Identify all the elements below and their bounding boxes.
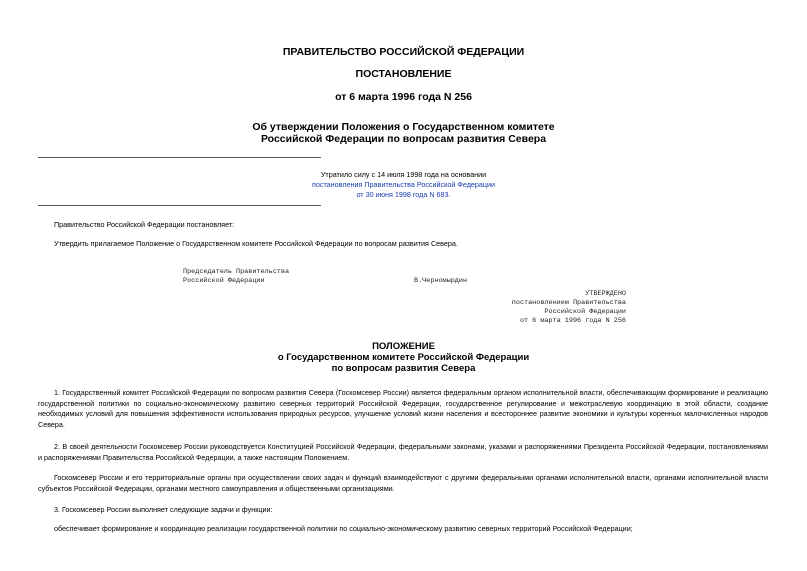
approved-heading: УТВЕРЖДЕНО — [585, 290, 626, 298]
approve-text: Утвердить прилагаемое Положение о Государственном комитете Российской Федерации по вопросам развития Севера. — [54, 239, 458, 248]
paragraph-4: 3. Госкомсевер России выполняет следующие задачи и функции: — [54, 505, 273, 514]
paragraph-2: 2. В своей деятельности Госкомсевер России руководствуется Конституцией Российской Федерации, федеральными законами, указами и распоряжениями Президента Российской Федерации, постановлениями и распоряжениями Правительства Российской Федерации, а также настоящим Положением. — [38, 442, 768, 462]
paragraph-5: обеспечивает формирование и координацию реализации государственной политики по социально-экономическому развитию северных территорий Российской Федерации; — [54, 524, 633, 533]
signature-role-line1: Председатель Правительства — [183, 268, 290, 276]
government-title: ПРАВИТЕЛЬСТВО РОССИЙСКОЙ ФЕДЕРАЦИИ — [282, 46, 525, 58]
signature-role-line2: Российской Федерации — [183, 277, 265, 285]
paragraph-3: Госкомсевер России и его территориальные органы при осуществлении своих задач и функций взаимодействуют с другими федеральными органами исполнительной власти, органами исполнительной власти субъектов Российской Федерации, органами местного самоуправления и общественными организациями. — [38, 473, 768, 493]
document-title-line2: Российской Федерации по вопросам развития Севера — [260, 133, 547, 145]
divider-top — [38, 157, 321, 158]
approved-line2: постановлением Правительства — [511, 299, 626, 307]
regulation-subtitle-line2: по вопросам развития Севера — [331, 363, 476, 374]
status-note: Утратило силу с 14 июля 1998 года на основании — [320, 170, 487, 179]
divider-bottom — [38, 205, 321, 206]
repeal-link-line1[interactable]: постановления Правительства Российской Федерации — [311, 180, 496, 189]
repeal-link-line2[interactable]: от 30 июня 1998 года N 683. — [356, 190, 451, 199]
document-date-number: от 6 марта 1996 года N 256 — [335, 91, 472, 103]
approved-line3: Российской Федерации — [544, 308, 626, 316]
approved-line4: от 6 марта 1996 года N 256 — [519, 317, 626, 325]
regulation-subtitle-line1: о Государственном комитете Российской Федерации — [277, 352, 530, 363]
signature-name: В.Черномырдин — [414, 277, 468, 285]
regulation-title: ПОЛОЖЕНИЕ — [372, 341, 435, 352]
document-title-line1: Об утверждении Положения о Государственном комитете — [252, 121, 555, 133]
paragraph-1: 1. Государственный комитет Российской Федерации по вопросам развития Севера (Госкомсевер России) является федеральным органом исполнительной власти, обеспечивающим формирование и реализацию государственной политики по социально-экономическому развитию северных территорий Российской Федерации, государственное регулирование и межотраслевую координацию в этой области, создание необходимых условий для повышения эффективности использования природных ресурсов, улучшение условий жизни населения и всестороннее развитие экономики и культуры коренных малочисленных народов Севера. — [38, 388, 768, 429]
intro-text: Правительство Российской Федерации постановляет: — [54, 220, 235, 229]
document-type: ПОСТАНОВЛЕНИЕ — [355, 68, 452, 80]
